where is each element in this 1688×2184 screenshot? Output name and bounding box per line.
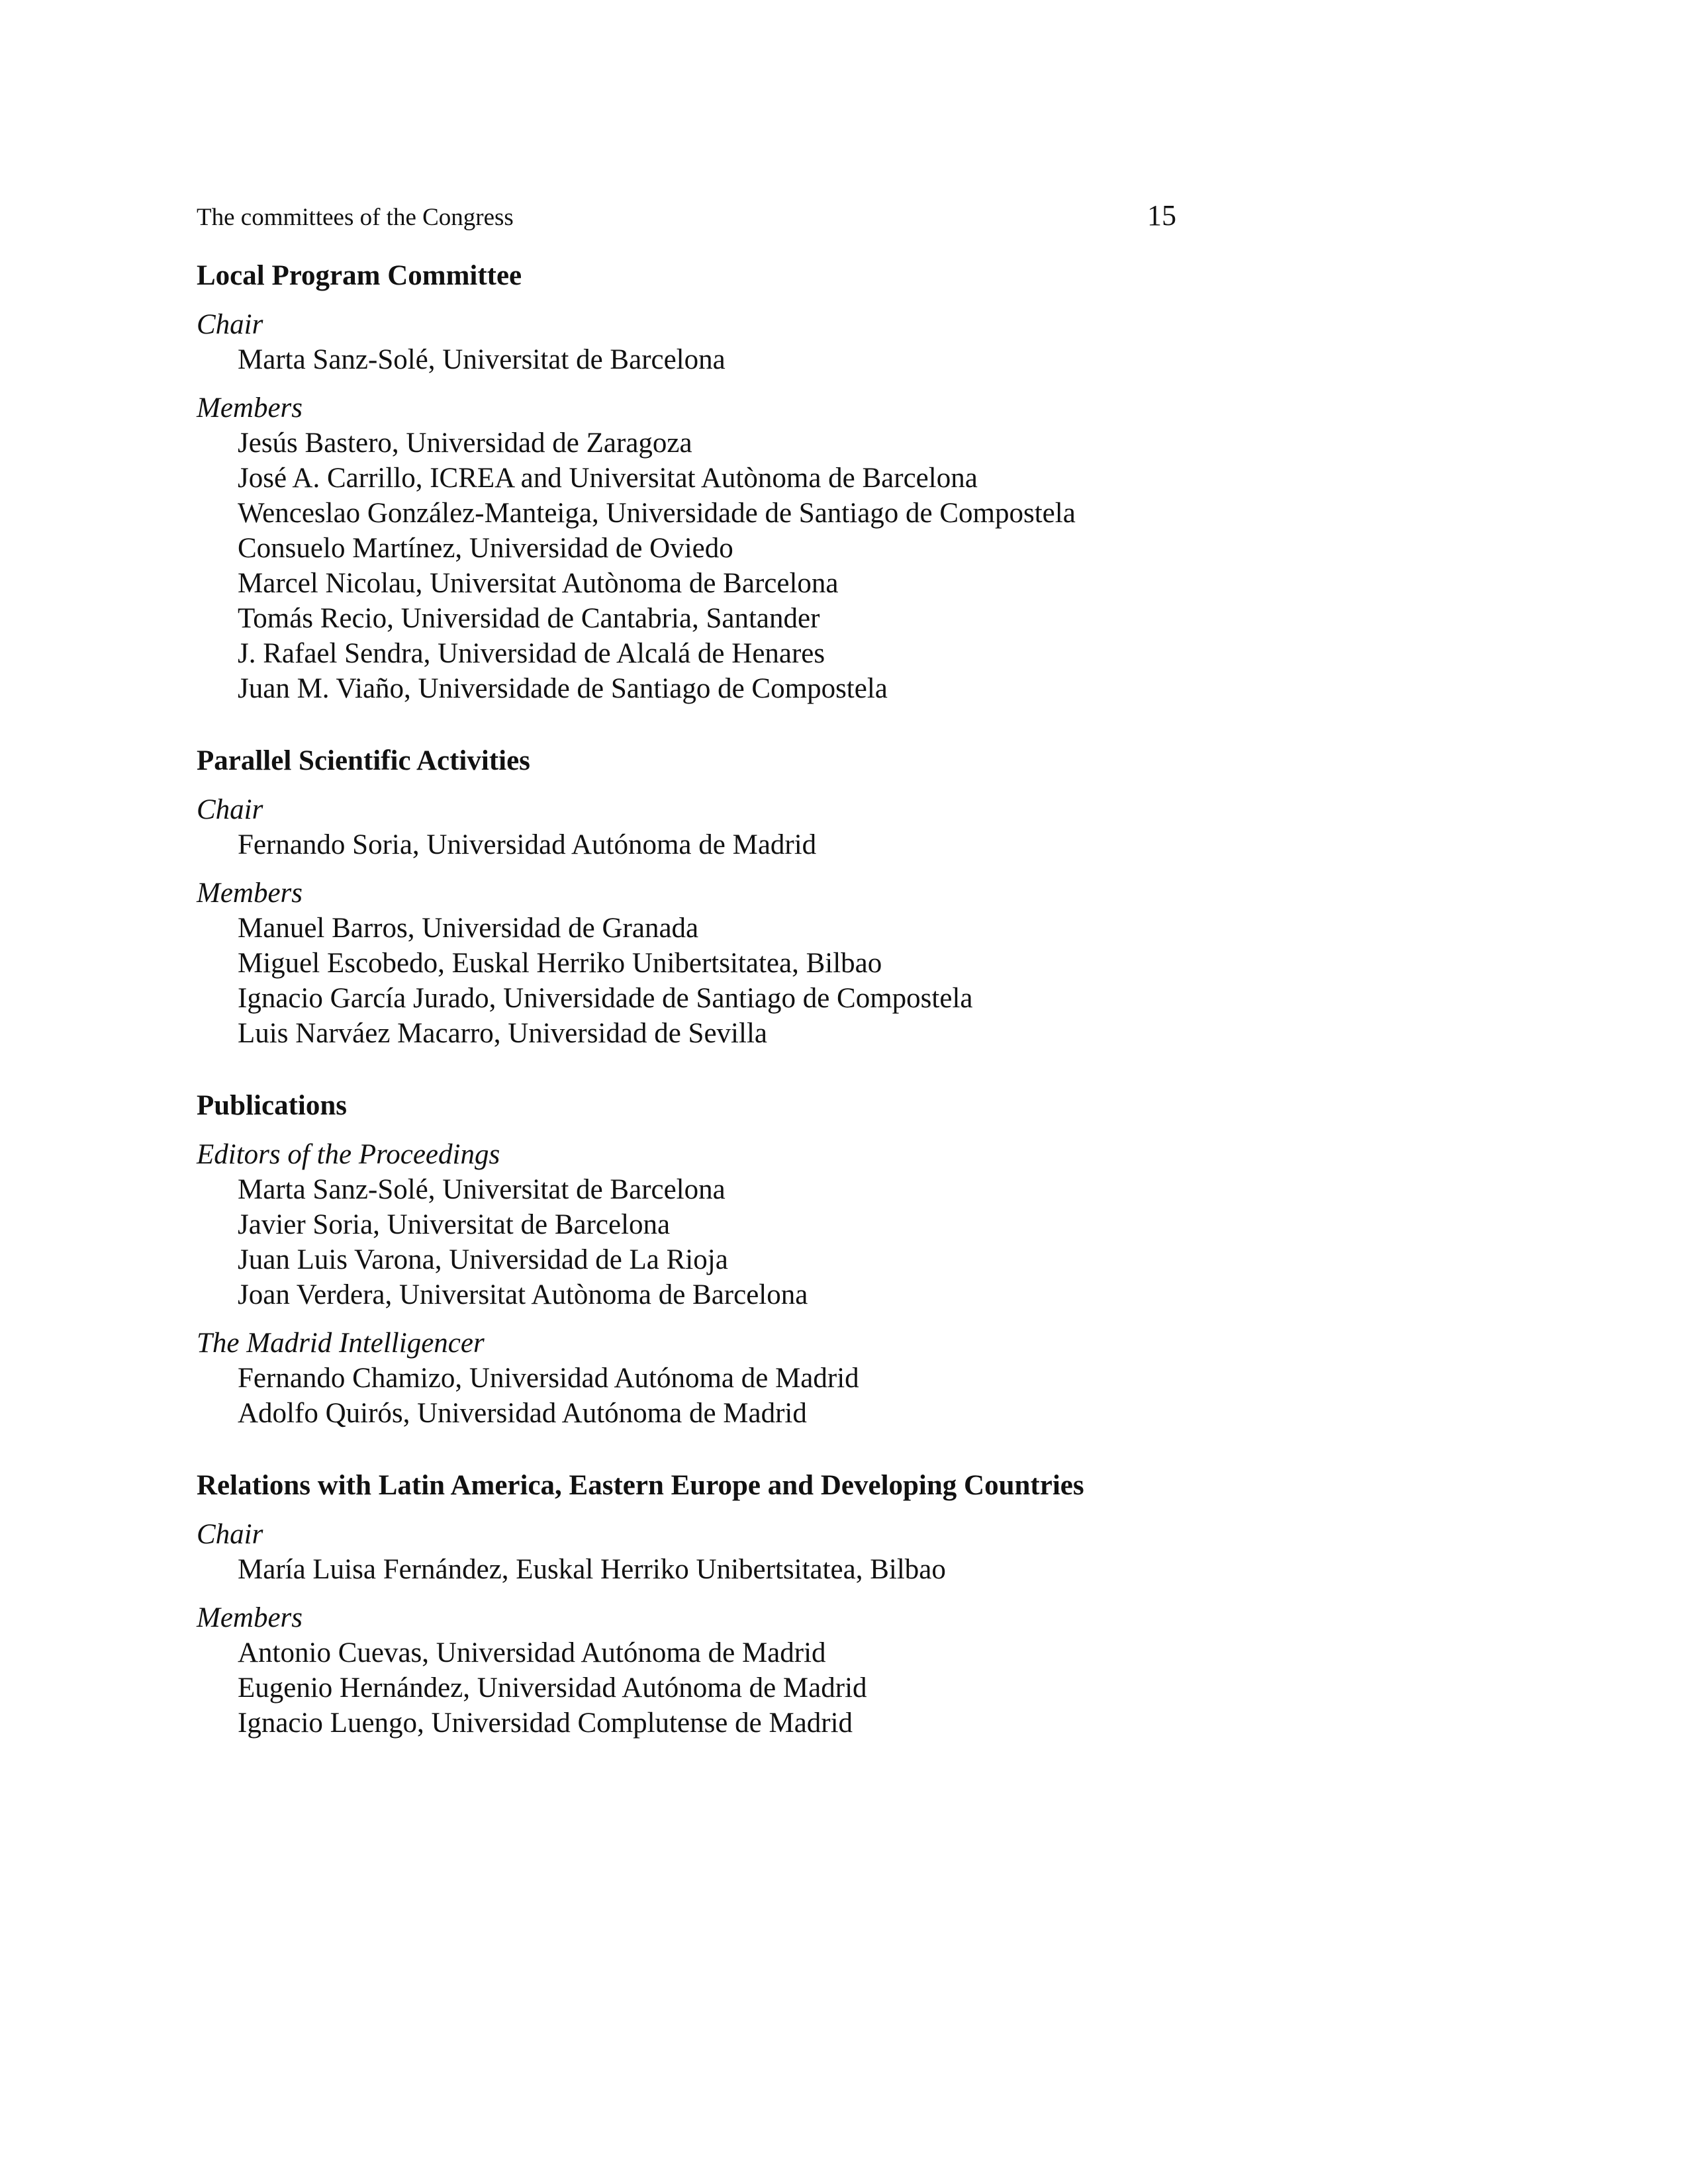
committee-section: [197, 743, 1176, 1051]
committee-member: Juan M. Viaño, Universidade de Santiago de Compostela: [238, 673, 888, 704]
committee-group: [197, 1517, 1176, 1587]
committee-member: Eugenio Hernández, Universidad Autónoma de Madrid: [238, 1672, 867, 1704]
committee-member: Marcel Nicolau, Universitat Autònoma de Barcelona: [238, 568, 839, 599]
group-label: The Madrid Intelligencer: [197, 1328, 485, 1359]
committee-member: Antonio Cuevas, Universidad Autónoma de Madrid: [238, 1637, 826, 1668]
committee-member: Wenceslao González-Manteiga, Universidade de Santiago de Compostela: [238, 498, 1076, 529]
committee-member: J. Rafael Sendra, Universidad de Alcalá de Henares: [238, 638, 825, 669]
committee-sections: [197, 258, 1176, 1741]
section-title: Parallel Scientific Activities: [197, 745, 530, 776]
committee-member: Joan Verdera, Universitat Autònoma de Barcelona: [238, 1279, 808, 1310]
committee-member: Adolfo Quirós, Universidad Autónoma de Madrid: [238, 1398, 807, 1429]
group-label: Members: [197, 392, 303, 424]
committee-member: Ignacio García Jurado, Universidade de Santiago de Compostela: [238, 983, 973, 1014]
committee-group: [197, 792, 1176, 862]
committee-section: [197, 1468, 1176, 1741]
section-title: Publications: [197, 1090, 347, 1121]
committee-member: María Luisa Fernández, Euskal Herriko Unibertsitatea, Bilbao: [238, 1554, 946, 1585]
section-title: Local Program Committee: [197, 260, 522, 291]
committee-group: [197, 1326, 1176, 1431]
committee-member: Javier Soria, Universitat de Barcelona: [238, 1209, 671, 1240]
running-title: The committees of the Congress: [197, 204, 514, 231]
committee-section: [197, 258, 1176, 706]
committee-member: José A. Carrillo, ICREA and Universitat Autònoma de Barcelona: [238, 463, 978, 494]
committee-member: Miguel Escobedo, Euskal Herriko Unibertsitatea, Bilbao: [238, 948, 882, 979]
document-page: [197, 199, 1176, 1741]
committee-member: Jesús Bastero, Universidad de Zaragoza: [238, 428, 692, 459]
committee-member: Luis Narváez Macarro, Universidad de Sevilla: [238, 1018, 767, 1049]
committee-group: [197, 307, 1176, 377]
committee-member: Consuelo Martínez, Universidad de Oviedo: [238, 533, 733, 564]
section-title: Relations with Latin America, Eastern Europe and Developing Countries: [197, 1470, 1084, 1501]
committee-member: Marta Sanz-Solé, Universitat de Barcelona: [238, 344, 726, 375]
committee-member: Tomás Recio, Universidad de Cantabria, Santander: [238, 603, 820, 634]
committee-group: [197, 390, 1176, 706]
committee-group: [197, 1137, 1176, 1312]
committee-member: Juan Luis Varona, Universidad de La Rioja: [238, 1244, 728, 1275]
committee-section: [197, 1088, 1176, 1431]
committee-member: Marta Sanz-Solé, Universitat de Barcelona: [238, 1174, 726, 1205]
committee-group: [197, 876, 1176, 1051]
committee-member: Ignacio Luengo, Universidad Complutense de Madrid: [238, 1707, 853, 1739]
group-label: Chair: [197, 794, 263, 825]
committee-member: Manuel Barros, Universidad de Granada: [238, 913, 699, 944]
committee-member: Fernando Soria, Universidad Autónoma de Madrid: [238, 829, 817, 860]
group-label: Members: [197, 878, 303, 909]
group-label: Editors of the Proceedings: [197, 1139, 500, 1170]
committee-member: Fernando Chamizo, Universidad Autónoma de Madrid: [238, 1363, 859, 1394]
group-label: Members: [197, 1602, 303, 1633]
page-number: 15: [1147, 199, 1176, 232]
running-header: [197, 199, 1176, 238]
committee-group: [197, 1600, 1176, 1741]
group-label: Chair: [197, 1519, 263, 1550]
group-label: Chair: [197, 309, 263, 340]
